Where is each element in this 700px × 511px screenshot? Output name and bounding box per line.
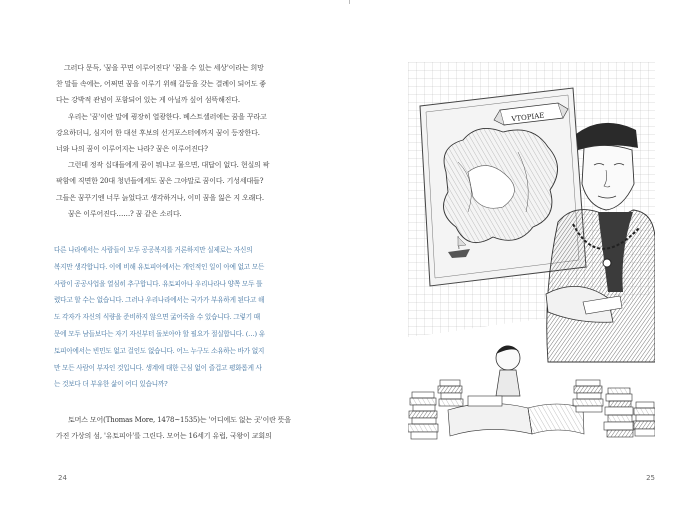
- quotation-block: [54, 242, 305, 393]
- map-banner-text: VTOPIAE: [511, 111, 545, 124]
- body-text-intro: [56, 60, 302, 222]
- body-line: 그들은 꿈꾸기엔 너무 늙었다고 생각하거나, 이미 꿈을 잃은 지 오래다.: [56, 193, 264, 202]
- right-page: [350, 0, 700, 511]
- body-line: 우리는 '꿈'이란 말에 굉장히 열광한다. 베스트셀러에는 꿈을 꾸라고: [68, 112, 267, 121]
- quote-line: 복지만 생각합니다. 이에 비해 유토피아에서는 개인적인 일이 아예 없고 모든: [54, 262, 265, 271]
- body-text-more: [56, 412, 302, 444]
- body-line: 찬 말들 속에는, 어쩌면 꿈을 이루기 위해 갈등을 갖는 결례이 되어도 좋: [56, 80, 267, 89]
- body-line: 팍함에 직면한 20대 청년들에게도 꿈은 그야말로 꿈이다. 기성세대들?: [56, 177, 264, 186]
- body-line: 토머스 모어(Thomas More, 1478~1535)는 '어디에도 없는 곳'이란 뜻을: [68, 416, 292, 424]
- body-line: 다는 강박적 관념이 포함되어 있는 게 아닐까 싶어 섬뜩해진다.: [56, 96, 240, 105]
- book-stacks: [408, 380, 655, 439]
- quote-line: 는 것보다 더 부유한 삶이 어디 있습니까?: [54, 380, 168, 389]
- quote-line: 사람이 공공사업을 열심히 추구합니다. 유토피아나 우리나라나 양쪽 모두 틀: [54, 279, 263, 288]
- body-line: 그런데 정작 십대들에게 꿈이 뭐냐고 물으면, 대답이 없다. 현실의 팍: [68, 161, 270, 170]
- quote-line: 렸다고 할 수는 없습니다. 그러나 우리나라에서는 국가가 부유하게 된다고 해: [54, 296, 265, 305]
- body-line: 그러다 문득, '꿈을 꾸면 이루어진다' '꿈을 수 있는 세상'이라는 희망: [64, 64, 264, 72]
- utopia-illustration: [408, 62, 655, 450]
- body-line: 꿈은 이루어진다……? 꿈 같은 소리다.: [68, 209, 182, 218]
- body-line: 너와 나의 꿈이 이루어지는 나라? 꿈은 이루어진다?: [56, 145, 208, 154]
- quote-line: 도 각자가 자신의 식량을 준비하지 않으면 굶어죽을 수 있습니다. 그렇기 때: [54, 313, 260, 322]
- page-number-left: 24: [58, 474, 67, 482]
- body-line: 강요하더니, 심지어 한 대선 후보의 선거포스터에까지 꿈이 등장한다.: [56, 128, 260, 137]
- quote-line: 만 모든 사람이 부자인 것입니다. 생계에 대한 근심 없이 즐겁고 평화롭게 사: [54, 363, 262, 372]
- boy-figure: [496, 345, 520, 396]
- quote-line: 토피아에서는 빈민도 없고 걸인도 없습니다. 어느 누구도 소유하는 바가 없지: [54, 346, 265, 355]
- body-line: 가진 가상의 섬, '유토피아'를 그린다. 모어는 16세기 유럽, 국왕이 교회의: [56, 432, 272, 441]
- page-number-right: 25: [646, 474, 655, 482]
- quote-line: 문에 모두 남들보다는 자기 자신부터 돌보아야 할 필요가 절실합니다. (…) 유: [54, 329, 265, 338]
- quote-line: 다른 나라에서는 사람들이 모두 공공복지를 거론하지만 실제로는 자신의: [54, 246, 253, 254]
